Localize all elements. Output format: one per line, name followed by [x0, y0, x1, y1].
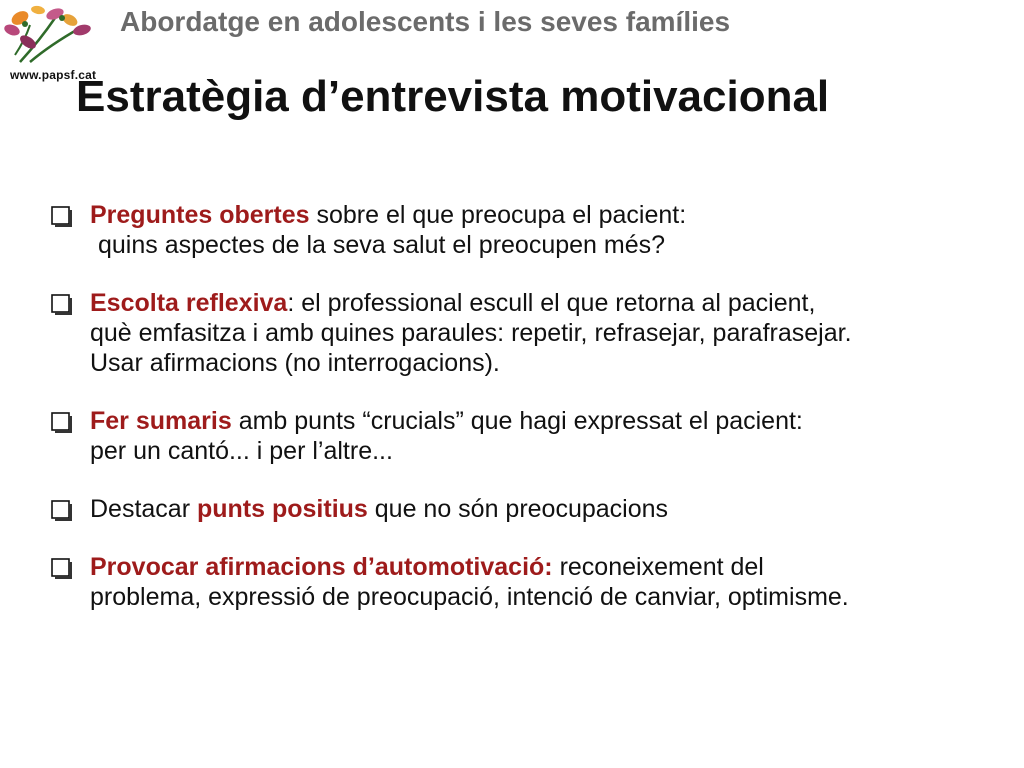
bullet-keyword: Preguntes obertes [90, 201, 310, 229]
bullet-text: que no són preocupacions [367, 495, 669, 523]
bullet-text: sobre el que preocupa el pacient: [309, 201, 687, 229]
bullet-text: amb punts “crucials” que hagi expressat el pacient: [231, 407, 803, 435]
bullet-item [50, 406, 1010, 466]
bullet-item [50, 200, 1010, 260]
bullet-text-line: quins aspectes de la seva salut el preocupen més? [98, 231, 666, 259]
bullet-text: : el professional escull el que retorna al pacient, [287, 289, 816, 317]
checkbox-bullet-icon [50, 499, 72, 521]
bullet-text-line: Usar afirmacions (no interrogacions). [90, 349, 500, 377]
checkbox-bullet-icon [50, 557, 72, 579]
bullet-text-line: per un cantó... i per l’altre... [90, 437, 393, 465]
bullet-text-line: què emfasitza i amb quines paraules: repetir, refrasejar, parafrasejar. [90, 319, 852, 347]
slide-title: Estratègia d’entrevista motivacional [76, 72, 830, 121]
checkbox-bullet-icon [50, 205, 72, 227]
bullet-keyword: Provocar afirmacions d’automotivació: [90, 553, 553, 581]
slide-header: Abordatge en adolescents i les seves famílies [120, 6, 731, 37]
bullet-item [50, 494, 1010, 524]
bullet-item [50, 288, 1010, 378]
bullet-keyword: punts positius [196, 495, 368, 523]
checkbox-bullet-icon [50, 411, 72, 433]
bullet-text: Destacar [90, 495, 197, 523]
bullet-text-line: problema, expressió de preocupació, intenció de canviar, optimisme. [90, 583, 849, 611]
logo-url-text: www.papsf.cat [10, 68, 97, 82]
bullet-list [50, 200, 1010, 640]
bullet-text: reconeixement del [552, 553, 764, 581]
bullet-keyword: Fer sumaris [90, 407, 232, 435]
checkbox-bullet-icon [50, 293, 72, 315]
bullet-keyword: Escolta reflexiva [90, 289, 288, 317]
bullet-item [50, 552, 1010, 612]
flower-logo-icon [0, 0, 110, 70]
